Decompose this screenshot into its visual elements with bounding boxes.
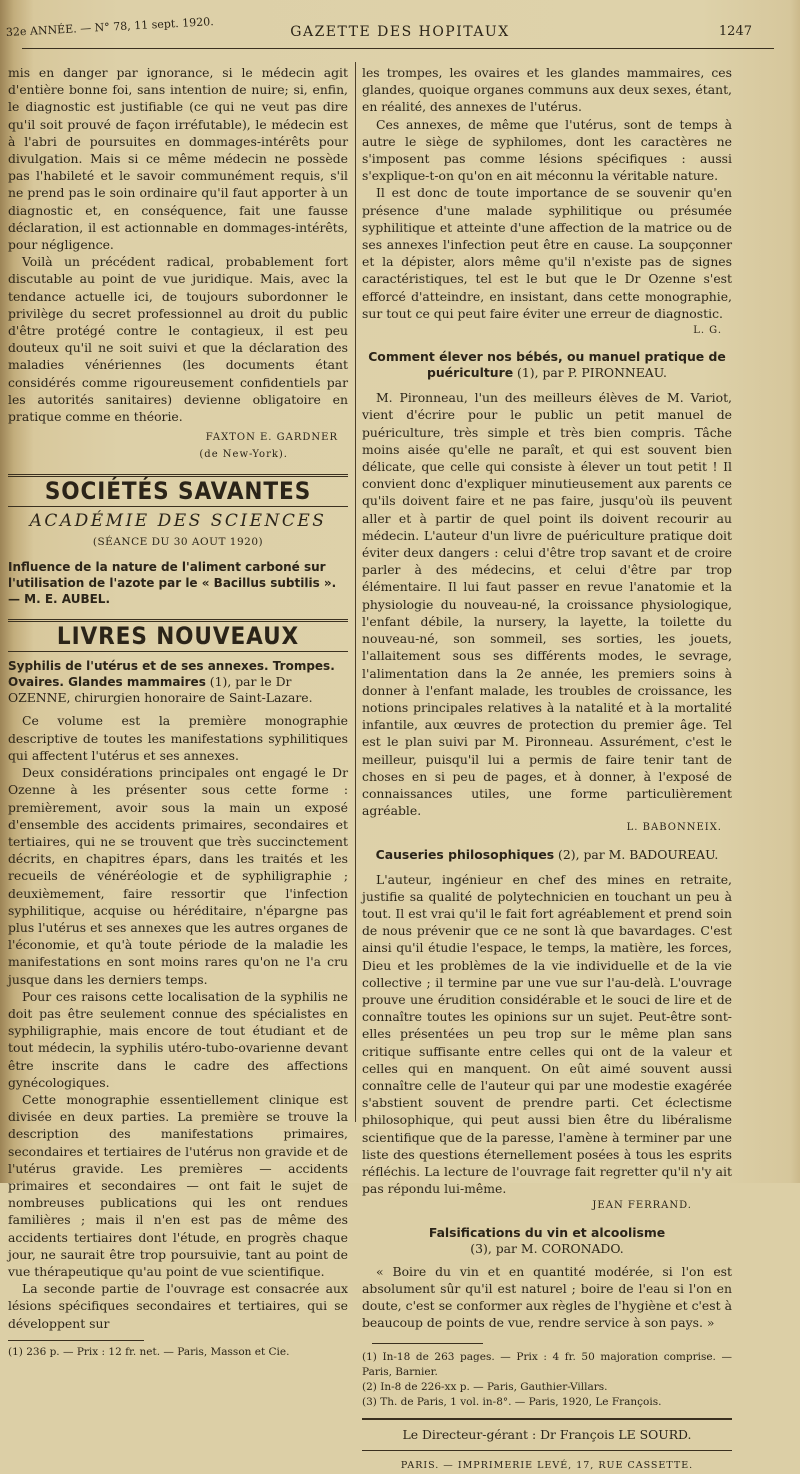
footnote-rule xyxy=(372,1343,483,1344)
paragraph: Il est donc de toute importance de se souvenir qu'en présence d'une malade syphilitique ou présumée syphilitique et atteinte d'une affection de la matrice ou de ses annexes l'infection peut être en cause. La soupçonner et la dépister, alors même qu'il n'existe pas de signes caractéristiques, tel est le but que le Dr Ozenne s'est efforcé d'atteindre, en insistant, dans cette monographie, sur tout ce qui peut faire éviter une erreur de diagnostic. xyxy=(362,185,732,321)
signature-lg: L. G. xyxy=(693,325,722,337)
issue-info: 32e ANNÉE. — N° 78, 11 sept. 1920. xyxy=(5,15,215,39)
footnote-rule xyxy=(8,1340,144,1341)
director-rule xyxy=(362,1418,732,1420)
paragraph: Voilà un précédent radical, probablement fort discutable au point de vue juridique. Mais, avec la tendance actuelle ici, de toujours subordonner le privilège du secret professionnel au droit du public d'être protégé contre le contagieux, il est peu douteux qu'il ne soit suivi et que la déclaration des maladies vénériennes (les documents étant considérés comme rigoureusement confidentiels par les autorités sanitaires) devienne obligatoire en pratique comme en théorie. xyxy=(8,254,348,425)
section-title-livres: LIVRES NOUVEAUX xyxy=(56,622,300,651)
seance-date: (SÉANCE DU 30 AOUT 1920) xyxy=(92,536,264,549)
review-author: (3), par M. CORONADO. xyxy=(470,1240,624,1256)
footnote: (3) Th. de Paris, 1 vol. in-8°. — Paris, 1920, Le François. xyxy=(362,1396,662,1409)
book-title-bold: Syphilis de l'utérus et de ses annexes. Trompes. Ovaires. Glandes mammaires xyxy=(8,659,335,690)
review-title-text: Causeries philosophiques xyxy=(375,846,555,862)
footnote: (2) In-8 de 226-xx p. — Paris, Gauthier-Villars. xyxy=(362,1381,608,1394)
footnote: (1) 236 p. — Prix : 12 fr. net. — Paris, Masson et Cie. xyxy=(8,1345,290,1358)
journal-title: GAZETTE DES HOPITAUX xyxy=(290,24,510,40)
book-title-ozenne xyxy=(8,658,348,706)
left-column xyxy=(8,64,348,1360)
column-divider xyxy=(355,62,356,1122)
header-rule xyxy=(22,48,774,49)
section-title-societes: SOCIÉTÉS SAVANTES xyxy=(44,476,312,505)
review-title-falsifications xyxy=(362,1225,732,1257)
book-title-rest: (1), par le Dr OZENNE, chirurgien honoraire de Saint-Lazare. xyxy=(8,674,313,706)
academie-title: ACADÉMIE DES SCIENCES xyxy=(29,510,327,531)
paragraph: L'auteur, ingénieur en chef des mines en retraite, justifie sa qualité de polytechnicien en touchant un peu à tout. Il est vrai qu'il le fait fort agréablement et prend soin de nous prévenir que ce ne sont là que bavardages. C'est ainsi qu'il étudie l'espace, le temps, la matière, les forces, Dieu et les problèmes de la vie individuelle et de la vie collective ; il termine par une vue sur l'au-delà. L'ouvrage prouve une érudition considérable et le souci de lire et de connaître toutes les opinions sur un sujet. Peut-être sont-elles présentées un peu trop sur le même plan sans critique suffisante entre celles qui ont de la valeur et celles qui en manquent. On eût aimé souvent aussi connaître celle de l'auteur qui par une modestie exagérée s'abstient souvent de prendre parti. Cet éclectisme philosophique, qui peut aussi bien être du libéralisme scientifique que de la paresse, l'amène à terminer par une liste des questions éternellement posées à tous les esprits réfléchis. La lecture de l'ouvrage fait regretter qu'il n'y ait pas répondu lui-même. xyxy=(362,871,732,1197)
signature-place: (de New-York). xyxy=(199,449,288,461)
page-header xyxy=(0,15,800,44)
signature-name: FAXTON E. GARDNER xyxy=(205,432,338,444)
paragraph: Ce volume est la première monographie descriptive de toutes les manifestations syphilitiques qui affectent l'utérus et ses annexes. xyxy=(8,713,348,763)
paragraph: M. Pironneau, l'un des meilleurs élèves de M. Variot, vient d'écrire pour le public un petit manuel de puériculture, très simple et très bien compris. Tâche moins aisée qu'elle ne paraît, et qui est souvent bien délicate, que celle qui consiste à élever un tout petit ! Il convient donc d'expliquer minutieusement aux parents ce qu'ils doivent faire et ne pas faire, jusqu'où ils peuvent aller et à partir de quel point ils doivent recourir au médecin. L'auteur d'un livre de puériculture pratique doit éviter deux dangers : celui d'être trop savant et de croire parler à des médecins, et celui d'être par trop élémentaire. Il lui faut passer en revue l'anatomie et la physiologie du nouveau-né, la croissance physiologique, l'enfant débile, la nursery, la layette, la toilette du nouveau-né, son sommeil, ses sorties, les jouets, l'allaitement sous ses différents modes, le sevrage, l'alimentation dans la 2e année, les premiers soins à donner à l'enfant malade, les troubles de croissance, les notions principales relatives à la natalité et à la mortalité infantile, aux œuvres de protection du premier âge. Tel est le plan suivi par M. Pironneau. Assurément, c'est le meilleur, puisqu'il lui a permis de faire tenir tant de choses en si peu de pages, et à donner, à l'exposé de connaissances utiles, une forme particulièrement agréable. xyxy=(362,390,732,819)
signature-babonneix: L. BABONNEIX. xyxy=(626,822,722,834)
director-rule xyxy=(362,1450,732,1451)
footnote: (1) In-18 de 263 pages. — Prix : 4 fr. 50 majoration comprise. — Paris, Barnier. xyxy=(362,1351,732,1379)
paragraph: Cette monographie essentiellement clinique est divisée en deux parties. La première se trouve la description des manifestations primaires, secondaires et tertiaires de l'utérus non gravide et de l'utérus gravide. Les premières — accidents primaires et secondaires — ont fait le sujet de nombreuses publications qui les ont rendues familières ; mais il n'en est pas de même des accidents tertiaires dont l'étude, en progrès chaque jour, ne saurait être trop poursuivie, tant au point de vue thérapeutique qu'au point de vue scientifique. xyxy=(8,1091,348,1279)
signature-ferrand: JEAN FERRAND. xyxy=(592,1200,692,1212)
section-rule xyxy=(8,506,348,507)
right-column xyxy=(362,64,732,1474)
paragraph: mis en danger par ignorance, si le médecin agit d'entière bonne foi, sans intention de nuire; si, enfin, le diagnostic est justifiable (ce qui ne veut pas dire qu'il soit prouvé de façon irréfutable), le médecin est à l'abri de poursuites en dommages-intérêts pour divulgation. Mais si ce même médecin ne possède pas l'habileté et le savoir communément requis, s'il ne prend pas le soin ordinaire qu'il faut apporter à un diagnostic et, en conséquence, fait une fausse déclaration, il est actionnable en dommages-intérêts, pour négligence. xyxy=(8,65,348,253)
page-number: 1247 xyxy=(718,24,752,39)
review-author: (2), par M. BADOUREAU. xyxy=(554,846,719,862)
review-title-text: Comment élever nos bébés, ou manuel pratique de puériculture xyxy=(368,349,726,381)
imprimerie-line: PARIS. — IMPRIMERIE LEVÉ, 17, RUE CASSETTE. xyxy=(400,1459,694,1471)
review-title-pironneau xyxy=(362,349,732,381)
quote: « Boire du vin et en quantité modérée, si l'on est absolument sûr qu'il est naturel ; boire de l'eau si l'on en doute, c'est se conformer aux règles de l'hygiène et c'est à beaucoup de points de vue, rendre service à son pays. » xyxy=(362,1263,732,1331)
paragraph: Ces annexes, de même que l'utérus, sont de temps à autre le siège de syphilomes, dont les caractères ne s'imposent pas comme lésions spécifiques : aussi s'explique-t-on qu'on en ait méconnu la véritable nature. xyxy=(362,116,732,184)
director-line: Le Directeur-gérant : Dr François LE SOURD. xyxy=(402,1427,692,1443)
review-author: (1), par P. PIRONNEAU. xyxy=(513,365,667,381)
section-rule xyxy=(8,651,348,652)
paragraph: Pour ces raisons cette localisation de la syphilis ne doit pas être seulement connue des spécialistes en syphiligraphie, mais encore de tout étudiant et de tout médecin, la syphilis utéro-tubo-ovarienne devant être inscrite dans le cadre des affections gynécologiques. xyxy=(8,988,348,1090)
paragraph: les trompes, les ovaires et les glandes mammaires, ces glandes, quoique organes communs aux deux sexes, étant, en réalité, des annexes de l'utérus. xyxy=(362,65,732,115)
review-title-text: Falsifications du vin et alcoolisme xyxy=(428,1224,666,1240)
review-title-causeries xyxy=(362,847,732,863)
academie-entry: Influence de la nature de l'aliment carboné sur l'utilisation de l'azote par le « Bacillus subtilis ». — M. E. AUBEL. xyxy=(8,560,337,607)
paragraph: La seconde partie de l'ouvrage est consacrée aux lésions spécifiques secondaires et tertiaires, qui se développent sur xyxy=(8,1281,348,1331)
paragraph: Deux considérations principales ont engagé le Dr Ozenne à les présenter sous cette forme : premièrement, avoir sous la main un exposé d'ensemble des accidents primaires, secondaires et tertiaires, qui ne se trouvent que très succinctement décrits, en chapitres épars, dans les traités et les recueils de vénéréologie et de syphiligraphie ; deuxièmement, faire ressortir que l'infection syphilitique, acquise ou héréditaire, n'épargne pas plus l'utérus et ses annexes que les autres organes de l'économie, et qu'à toute période de la maladie les manifestations en sont moins rares qu'on ne l'a cru jusque dans les derniers temps. xyxy=(8,765,348,987)
